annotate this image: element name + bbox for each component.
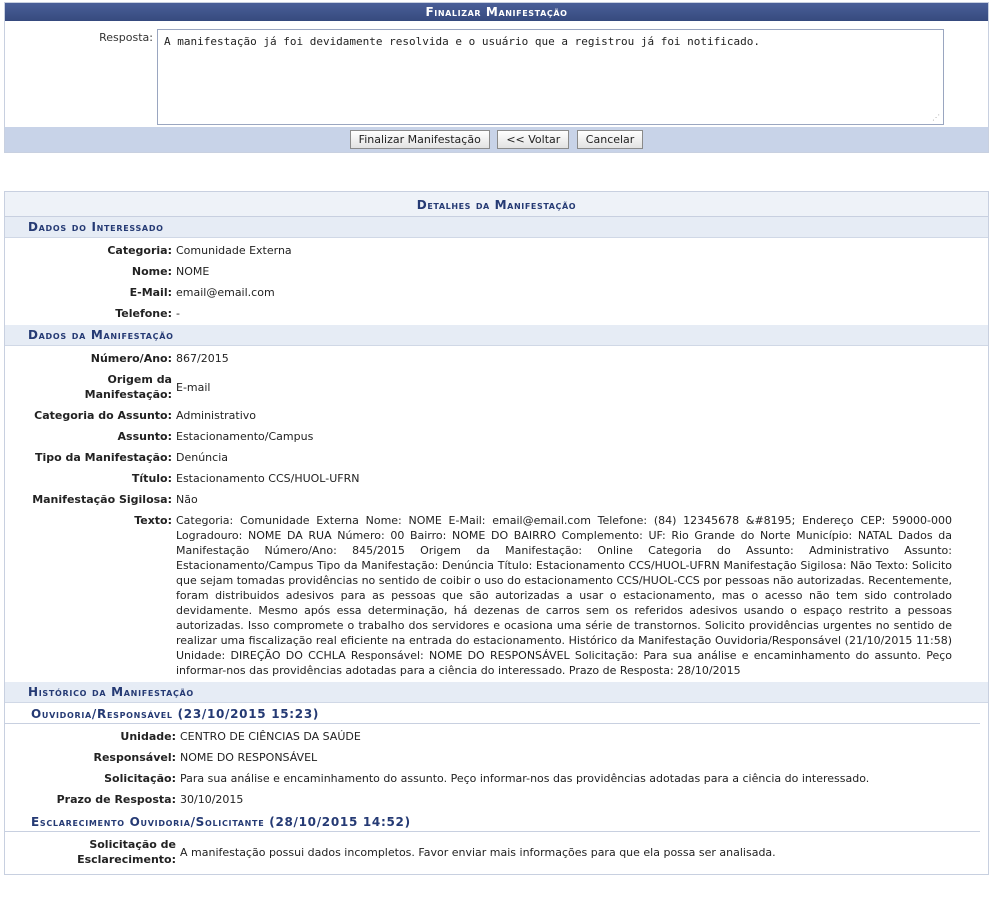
detalhes-title: Detalhes da Manifestação <box>5 192 988 217</box>
field-value: Denúncia <box>176 451 228 464</box>
field-value: Não <box>176 493 198 506</box>
field-value: 867/2015 <box>176 352 229 365</box>
finalizar-form <box>4 2 989 153</box>
field-value: A manifestação possui dados incompletos. Favor enviar mais informações para que ela possa ser analisada. <box>180 845 776 859</box>
manifestacao-row-tipo <box>5 447 988 468</box>
field-value: CENTRO DE CIÊNCIAS DA SAÚDE <box>180 730 361 743</box>
field-label: Tipo da Manifestação: <box>34 451 172 464</box>
field-value: E-mail <box>176 380 211 394</box>
field-label: Solicitação de Esclarecimento: <box>77 838 176 866</box>
resposta-label: Resposta: <box>99 31 153 44</box>
field-value: Administrativo <box>176 409 257 422</box>
dados-manifestacao-title: Dados da Manifestação <box>5 325 988 346</box>
ouvidoria-row-responsavel <box>5 747 988 768</box>
manifestacao-row-sigilosa <box>5 489 988 510</box>
field-value: Estacionamento/Campus <box>176 430 314 443</box>
field-label: Origem da Manifestação: <box>84 373 172 401</box>
manifestacao-row-categoria-assunto <box>5 405 988 426</box>
ouvidoria-responsavel-title: Ouvidoria/Responsável (23/10/2015 15:23) <box>5 703 980 724</box>
field-label: Assunto: <box>117 430 172 443</box>
form-footer <box>5 127 988 152</box>
cancelar-button[interactable]: Cancelar <box>577 130 644 149</box>
texto-value: Categoria: Comunidade Externa Nome: NOME E-Mail: email@email.com Telefone: (84) 12345678 &#8195; Endereço CEP: 59000-000 Logradouro: NOME DA RUA Número: 00 Bairro: NOME DO BAIRRO Complemento: UF: Rio Grande do Norte Município: NATAL Dados da Manifestação Número/Ano: 845/2015 Origem da Manifestação: Online Categoria do Assunto: Administrativo Assunto: Estacionamento/Campus Tipo da Manifestação: Denúncia Título: Estacionamento CCS/HUOL-UFRN Manifestação Sigilosa: Não Texto: Solicito que sejam tomadas providências no sentido de coibir o uso do estacionamento CCS/HUOL-CCS por pessoas não autorizadas. Recentemente, foram distribuidos adesivos para as pessoas que são autorizadas a usar o estacionamento, mas o acesso não tem sido controlado devidamente. Mesmo após essa determinação, há dezenas de carros sem os referidos adesivos usando o espaço restrito a pessoas autorizadas. Isso compromete o trabalho dos servidores e ocasiona uma série de transtornos. Solicito providências urgentes no sentido de realizar uma fiscalização real eficiente na entrada do estacionamento. Histórico da Manifestação Ouvidoria/Responsável (21/10/2015 11:58) Unidade: DIREÇÃO DO CCHLA Responsável: NOME DO RESPONSÁVEL Solicitação: Para sua análise e encaminhamento do assunto. Peço informar-nos das providências adotadas para a ciência do interessado. Prazo de Resposta: 28/10/2015 <box>176 514 952 677</box>
historico-title: Histórico da Manifestação <box>5 682 988 703</box>
resize-grip-icon[interactable]: ⋰ <box>932 113 940 122</box>
field-label: Categoria: <box>107 244 172 257</box>
dados-manifestacao-list <box>5 346 988 682</box>
ouvidoria-row-unidade <box>5 726 988 747</box>
interessado-row-nome <box>5 261 988 282</box>
interessado-row-telefone <box>5 303 988 324</box>
finalizar-manifestacao-button[interactable]: Finalizar Manifestação <box>350 130 490 149</box>
field-value: NOME DO RESPONSÁVEL <box>180 751 318 764</box>
resposta-textarea[interactable] <box>157 29 944 125</box>
dados-interessado-list <box>5 238 988 325</box>
field-value: Para sua análise e encaminhamento do assunto. Peço informar-nos das providências adotadas para a ciência do interessado. <box>180 772 870 785</box>
manifestacao-row-texto <box>5 510 988 681</box>
field-label: Unidade: <box>120 730 176 743</box>
field-value: Comunidade Externa <box>176 244 292 257</box>
field-label: Prazo de Resposta: <box>56 793 176 806</box>
esclarecimento-row <box>5 834 988 870</box>
field-label: Texto: <box>134 514 172 527</box>
field-label: Título: <box>131 472 172 485</box>
field-label: Solicitação: <box>104 772 176 785</box>
detalhes-panel <box>4 191 989 875</box>
field-label: Telefone: <box>115 307 172 320</box>
interessado-row-categoria <box>5 240 988 261</box>
manifestacao-row-assunto <box>5 426 988 447</box>
manifestacao-row-titulo <box>5 468 988 489</box>
field-value: 30/10/2015 <box>180 793 244 806</box>
field-label: Responsável: <box>93 751 176 764</box>
ouvidoria-row-prazo <box>5 789 988 810</box>
esclarecimento-title: Esclarecimento Ouvidoria/Solicitante (28/10/2015 14:52) <box>5 811 980 832</box>
field-value: NOME <box>176 265 210 278</box>
ouvidoria-row-solicitacao <box>5 768 988 789</box>
field-value: - <box>176 307 180 320</box>
field-label: Manifestação Sigilosa: <box>32 493 172 506</box>
manifestacao-row-origem <box>5 369 988 405</box>
esclarecimento-list <box>5 832 988 874</box>
voltar-button[interactable]: << Voltar <box>497 130 569 149</box>
field-label: Categoria do Assunto: <box>34 409 172 422</box>
manifestacao-row-numero <box>5 348 988 369</box>
field-label: Número/Ano: <box>90 352 172 365</box>
form-title: Finalizar Manifestação <box>5 3 988 21</box>
field-label: Nome: <box>131 265 172 278</box>
field-value: Estacionamento CCS/HUOL-UFRN <box>176 472 360 485</box>
interessado-row-email <box>5 282 988 303</box>
field-label: E-Mail: <box>129 286 172 299</box>
dados-interessado-title: Dados do Interessado <box>5 217 988 238</box>
field-value: email@email.com <box>176 286 275 299</box>
ouvidoria-list <box>5 724 988 811</box>
resposta-row <box>5 21 988 127</box>
